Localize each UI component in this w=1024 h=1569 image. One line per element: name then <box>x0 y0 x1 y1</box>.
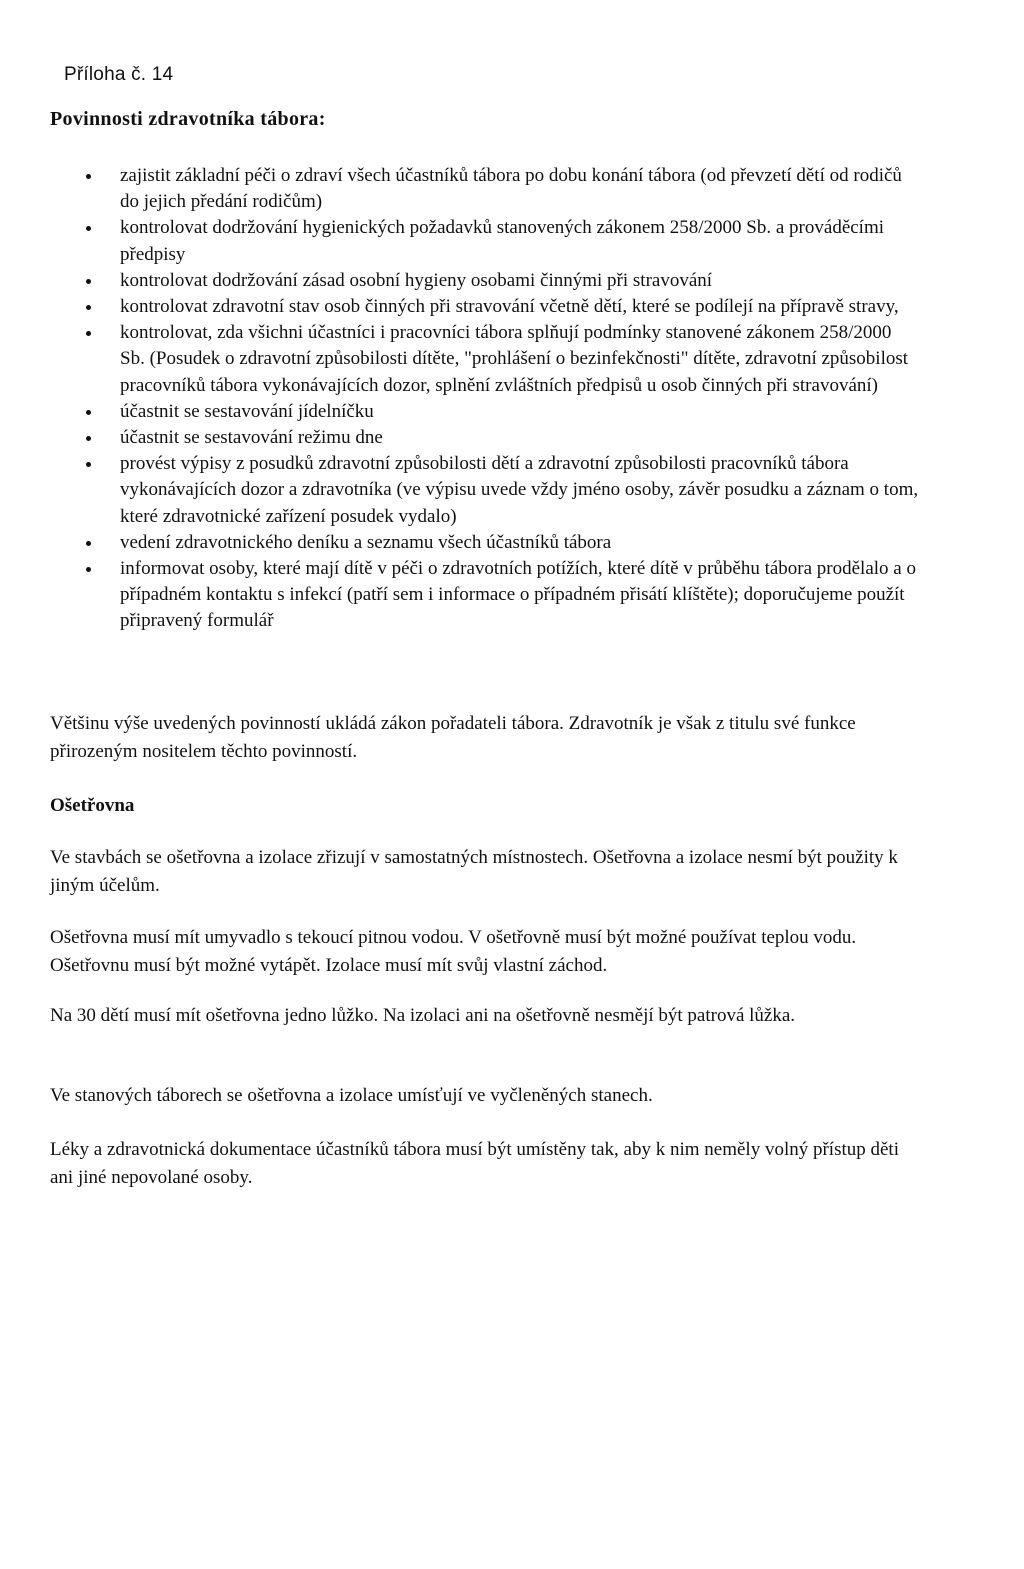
bullet-icon <box>86 410 91 415</box>
list-item <box>80 215 920 267</box>
annex-label: Příloha č. 14 <box>64 64 174 85</box>
list-item-text: účastnit se sestavování režimu dne <box>120 427 383 449</box>
list-item <box>80 530 920 556</box>
list-item <box>80 268 920 294</box>
paragraph-tents: Ve stanových táborech se ošetřovna a izolace umísťují ve vyčleněných stanech. <box>50 1085 653 1106</box>
list-item-text: vedení zdravotnického deníku a seznamu všech účastníků tábora <box>120 531 612 553</box>
bullet-icon <box>86 541 91 546</box>
bullet-icon <box>86 279 91 284</box>
paragraph-medicines: Léky a zdravotnická dokumentace účastníků tábora musí být umístěny tak, aby k nim neměly volný přístup děti ani jiné nepovolané osoby. <box>50 1139 899 1188</box>
list-item <box>80 320 920 399</box>
list-item-text: kontrolovat dodržování zásad osobní hygieny osobami činnými při stravování <box>120 269 713 291</box>
list-item <box>80 294 920 320</box>
bullet-icon <box>86 567 91 572</box>
bullet-icon <box>86 462 91 467</box>
list-item <box>80 425 920 451</box>
list-item-text: kontrolovat dodržování hygienických požadavků stanovených zákonem 258/2000 Sb. a prováděcími předpisy <box>120 217 885 265</box>
duties-list <box>80 163 920 635</box>
paragraph-water: Ošetřovna musí mít umyvadlo s tekoucí pitnou vodou. V ošetřovně musí být možné používat teplou vodu. Ošetřovnu musí být možné vytápět. Izolace musí mít svůj vlastní záchod. <box>50 927 857 976</box>
list-item <box>80 451 920 530</box>
list-item <box>80 556 920 635</box>
list-item-text: provést výpisy z posudků zdravotní způsobilosti dětí a zdravotní způsobilosti pracovníků tábora vykonávajících dozor a zdravotníka (ve výpisu uvede vždy jméno osoby, závěr posudku a záznam o tom, které zdravotnické zařízení posudek vydalo) <box>120 453 919 527</box>
bullet-icon <box>86 226 91 231</box>
bullet-icon <box>86 305 91 310</box>
bullet-icon <box>86 331 91 336</box>
summary-paragraph: Většinu výše uvedených povinností ukládá zákon pořadateli tábora. Zdravotník je však z titulu své funkce přirozeným nositelem těchto povinností. <box>50 713 856 762</box>
list-item-text: kontrolovat zdravotní stav osob činných při stravování včetně dětí, které se podílejí na přípravě stravy, <box>120 296 899 318</box>
list-item <box>80 163 920 215</box>
duties-heading: Povinnosti zdravotníka tábora: <box>50 108 326 130</box>
paragraph-rooms: Ve stavbách se ošetřovna a izolace zřizují v samostatných místnostech. Ošetřovna a izolace nesmí být použity k jiným účelům. <box>50 847 898 896</box>
bullet-icon <box>86 174 91 179</box>
list-item-text: kontrolovat, zda všichni účastníci i pracovníci tábora splňují podmínky stanovené zákonem 258/2000 Sb. (Posudek o zdravotní způsobilosti dítěte, "prohlášení o bezinfekčnosti" dítěte, zdravotní způsobilost pracovníků tábora vykonávajících dozor, splnění zvláštních předpisů u osob činných při stravování) <box>120 322 909 396</box>
section-title-osetrovna: Ošetřovna <box>50 795 135 816</box>
list-item-text: informovat osoby, které mají dítě v péči o zdravotních potížích, které dítě v průběhu tábora prodělalo a o případném kontaktu s infekcí (patří sem i informace o případném přisátí klíštěte); doporučujeme použít připravený formulář <box>120 558 916 632</box>
paragraph-beds: Na 30 dětí musí mít ošetřovna jedno lůžko. Na izolaci ani na ošetřovně nesmějí být patrová lůžka. <box>50 1005 796 1026</box>
list-item <box>80 399 920 425</box>
list-item-text: zajistit základní péči o zdraví všech účastníků tábora po dobu konání tábora (od převzetí dětí od rodičů do jejich předání rodičům) <box>120 165 902 213</box>
bullet-icon <box>86 436 91 441</box>
list-item-text: účastnit se sestavování jídelníčku <box>120 400 374 422</box>
